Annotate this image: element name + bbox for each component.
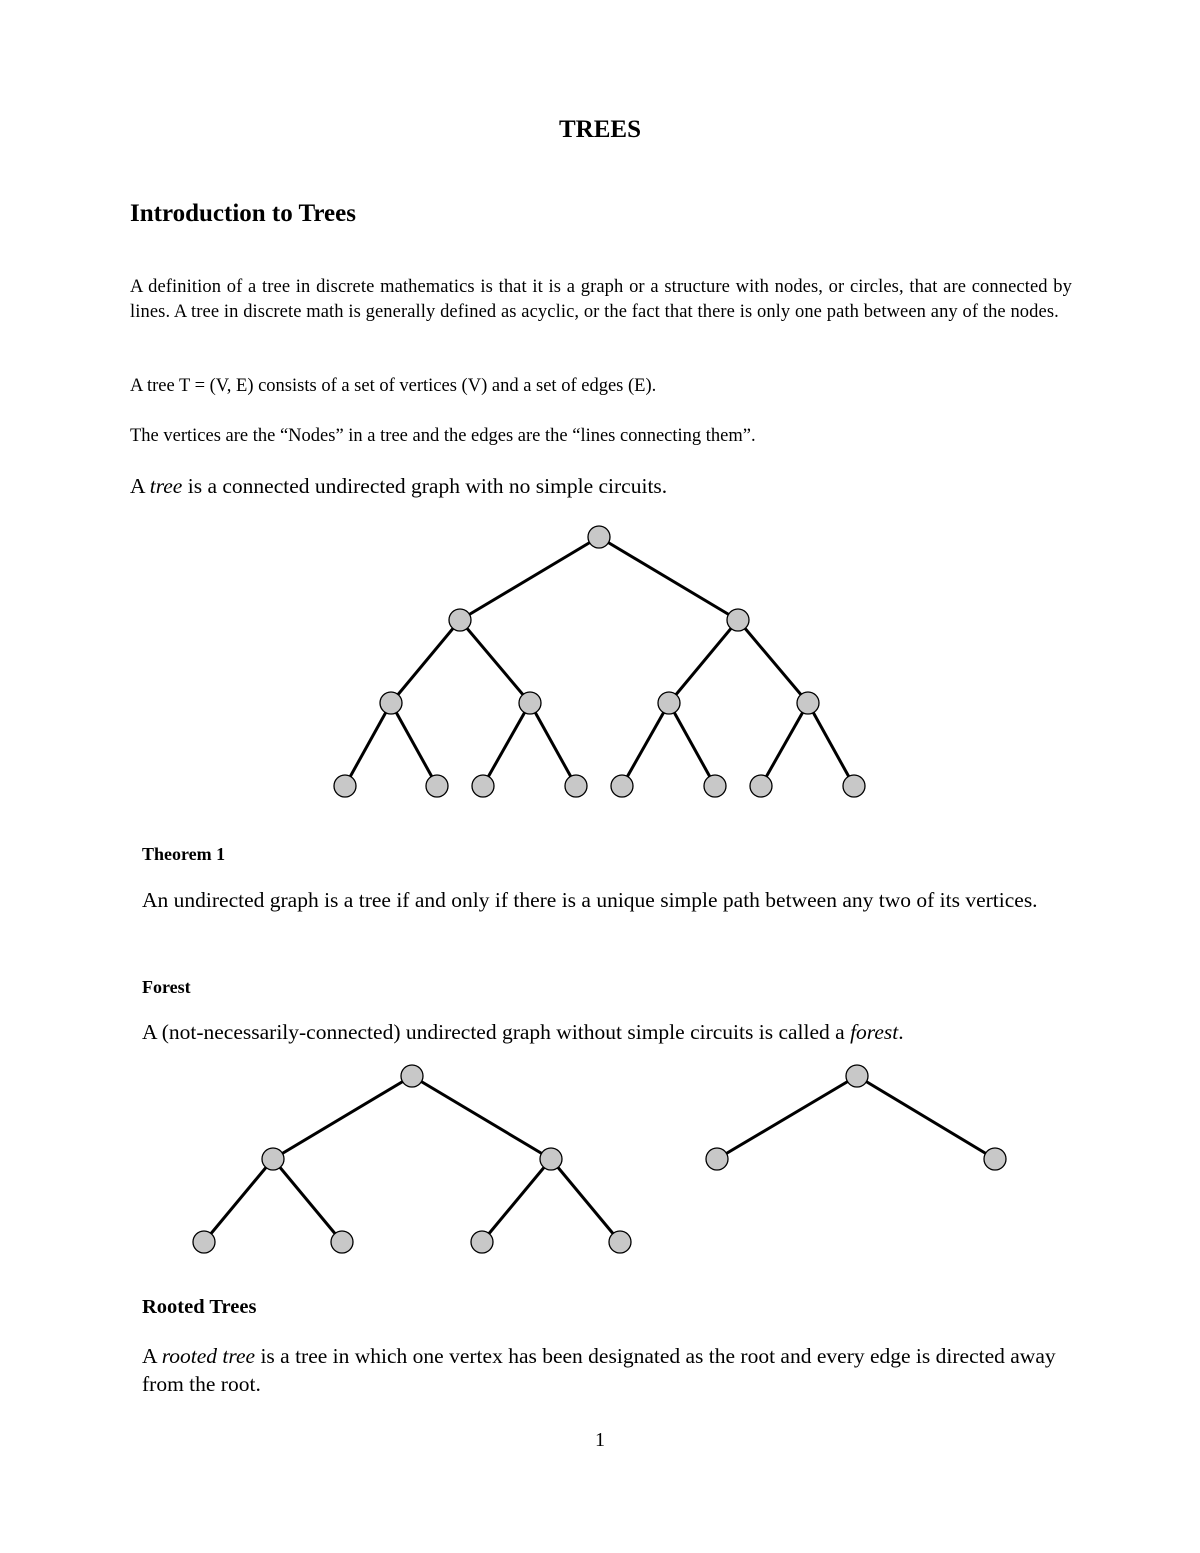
forest-tree-1-edge xyxy=(273,1159,342,1242)
term-forest: forest xyxy=(850,1020,899,1044)
forest-tree-1-edge xyxy=(412,1076,551,1159)
forest-tree-2-edge xyxy=(717,1076,857,1159)
forest-tree-1-node xyxy=(193,1231,215,1253)
sentence-prefix: A (not-necessarily-connected) undirected graph without simple circuits is called a xyxy=(142,1020,851,1044)
rooted-tree-definition xyxy=(142,1342,1062,1398)
binary-tree-node xyxy=(611,775,633,797)
binary-tree-edge xyxy=(483,703,530,786)
binary-tree-edge xyxy=(599,537,738,620)
binary-tree-node xyxy=(519,692,541,714)
term-rooted-tree: rooted tree xyxy=(161,1344,256,1368)
forest-tree-1-edge xyxy=(551,1159,620,1242)
binary-tree-node xyxy=(334,775,356,797)
forest-tree-1-node xyxy=(540,1148,562,1170)
binary-tree-node xyxy=(727,609,749,631)
sentence-suffix: is a tree in which one vertex has been designated as the root and every edge is directed away from the root. xyxy=(142,1344,1056,1396)
sentence-suffix: . xyxy=(898,1020,904,1044)
binary-tree-edge xyxy=(669,703,715,786)
vertices-line: The vertices are the “Nodes” in a tree and the edges are the “lines connecting them”. xyxy=(130,426,756,446)
sentence-prefix: A xyxy=(130,474,150,498)
binary-tree-node xyxy=(449,609,471,631)
binary-tree-node xyxy=(426,775,448,797)
forest-tree-2-node xyxy=(706,1148,728,1170)
binary-tree-edge xyxy=(391,703,437,786)
sentence-prefix: A xyxy=(142,1344,162,1368)
binary-tree-edge xyxy=(761,703,808,786)
binary-tree-edge xyxy=(669,620,738,703)
theorem-text: An undirected graph is a tree if and only if there is a unique simple path between any two of its vertices. xyxy=(142,888,1038,912)
forest-tree-2-edge xyxy=(857,1076,995,1159)
forest-definition-sentence xyxy=(142,1018,904,1046)
intro-paragraph: A definition of a tree in discrete mathematics is that it is a graph or a structure with nodes, or circles, that are connected by lines. A tree in discrete math is generally defined as acyclic, or the fact that there is only one path between any of the nodes. xyxy=(130,277,1072,322)
binary-tree-edge xyxy=(808,703,854,786)
forest-tree-1-edge xyxy=(482,1159,551,1242)
document-title: TREES xyxy=(559,116,641,143)
binary-tree-edge xyxy=(460,537,599,620)
forest-tree-1-node xyxy=(331,1231,353,1253)
sentence-suffix: is a connected undirected graph with no simple circuits. xyxy=(182,474,668,498)
binary-tree-edge xyxy=(460,620,530,703)
rooted-trees-heading: Rooted Trees xyxy=(142,1296,257,1318)
binary-tree-node xyxy=(565,775,587,797)
forest-tree-2-root-node xyxy=(846,1065,868,1087)
tree-definition-line: A tree T = (V, E) consists of a set of vertices (V) and a set of edges (E). xyxy=(130,376,657,396)
binary-tree-node xyxy=(704,775,726,797)
forest-tree-1-root-node xyxy=(401,1065,423,1087)
theorem-heading: Theorem 1 xyxy=(142,844,226,864)
binary-tree-edge xyxy=(345,703,391,786)
binary-tree-node xyxy=(472,775,494,797)
binary-tree-node xyxy=(797,692,819,714)
forest-tree-1-node xyxy=(609,1231,631,1253)
binary-tree-edge xyxy=(622,703,669,786)
forest-heading: Forest xyxy=(142,977,191,997)
intro-heading: Introduction to Trees xyxy=(130,200,356,227)
binary-tree-edge xyxy=(738,620,808,703)
binary-tree-node xyxy=(380,692,402,714)
binary-tree-node xyxy=(843,775,865,797)
binary-tree-node xyxy=(750,775,772,797)
binary-tree-edge xyxy=(391,620,460,703)
forest-tree-1-node xyxy=(262,1148,284,1170)
binary-tree-root-node xyxy=(588,526,610,548)
forest-tree-1-edge xyxy=(204,1159,273,1242)
forest-tree-2-node xyxy=(984,1148,1006,1170)
forest-tree-1-node xyxy=(471,1231,493,1253)
binary-tree-edge xyxy=(530,703,576,786)
binary-tree-node xyxy=(658,692,680,714)
forest-tree-1-edge xyxy=(273,1076,412,1159)
term-tree: tree xyxy=(149,474,183,498)
page-number: 1 xyxy=(595,1429,605,1451)
